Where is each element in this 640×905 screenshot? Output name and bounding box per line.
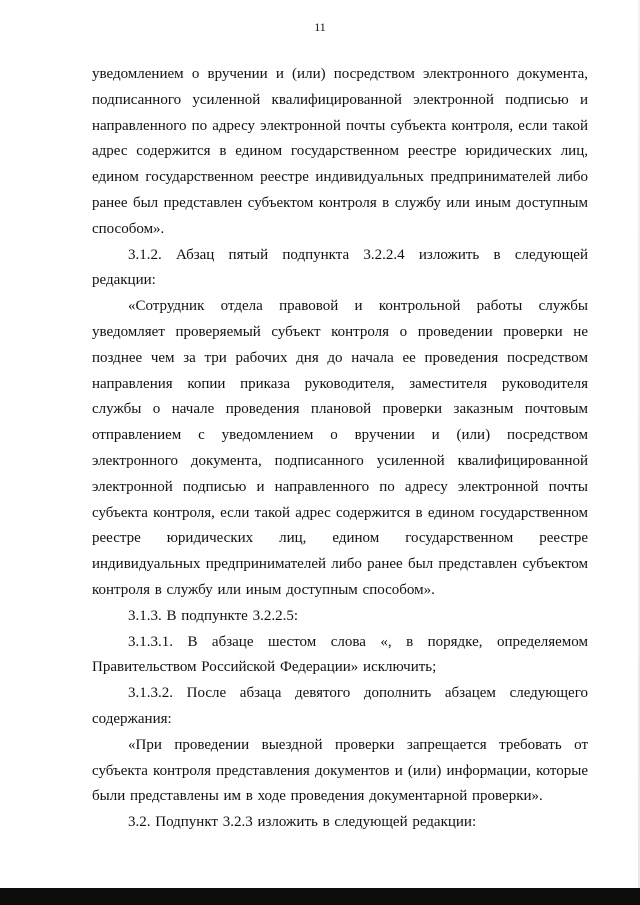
document-body xyxy=(92,62,588,836)
paragraph-3-1-3-heading: 3.1.3. В подпункте 3.2.2.5: xyxy=(128,607,299,624)
paragraph-continuation: уведомлением о вручении и (или) посредством электронного документа, подписанного усиленной квалифицированной электронной подписью и направленного по адресу электронной почты субъекта контроля, если такой адрес содержится в едином государственном реестре юридических лиц, едином государственном реестре индивидуальных предпринимателей либо ранее был представлен субъектом контроля в службу или иным доступным способом». xyxy=(92,66,588,237)
paragraph-3-1-2-heading: 3.1.2. Абзац пятый подпункта 3.2.2.4 изложить в следующей редакции: xyxy=(92,246,588,289)
paragraph-3-2-heading: 3.2. Подпункт 3.2.3 изложить в следующей редакции: xyxy=(128,814,477,831)
scan-bottom-border xyxy=(0,888,640,905)
paragraph-3-1-3-2: 3.1.3.2. После абзаца девятого дополнить абзацем следующего содержания: xyxy=(92,685,588,727)
paragraph-3-1-3-1: 3.1.3.1. В абзаце шестом слова «, в порядке, определяемом Правительством Российской Федерации» исключить; xyxy=(92,633,588,676)
page-number: 11 xyxy=(314,20,326,34)
paragraph-quoted-notification: «Сотрудник отдела правовой и контрольной работы службы уведомляет проверяемый субъект контроля о проведении проверки не позднее чем за три рабочих дня до начала ее проведения посредством направления копии приказа руководителя, заместителя руководителя службы о начале проведения плановой проверки заказным почтовым отправлением с уведомлением о вручении и (или) посредством электронного документа, подписанного усиленной квалифицированной электронной подписью и направленного по адресу электронной почты субъекта контроля, если такой адрес содержится в едином государственном реестре юридических лиц, едином государственном реестре индивидуальных предпринимателей либо ранее был представлен субъектом контроля в службу или иным доступным способом». xyxy=(92,298,588,598)
paragraph-quoted-inspection-rule: «При проведении выездной проверки запрещается требовать от субъекта контроля представления документов и (или) информации, которые были представлены им в ходе проведения документарной проверки». xyxy=(92,736,588,805)
